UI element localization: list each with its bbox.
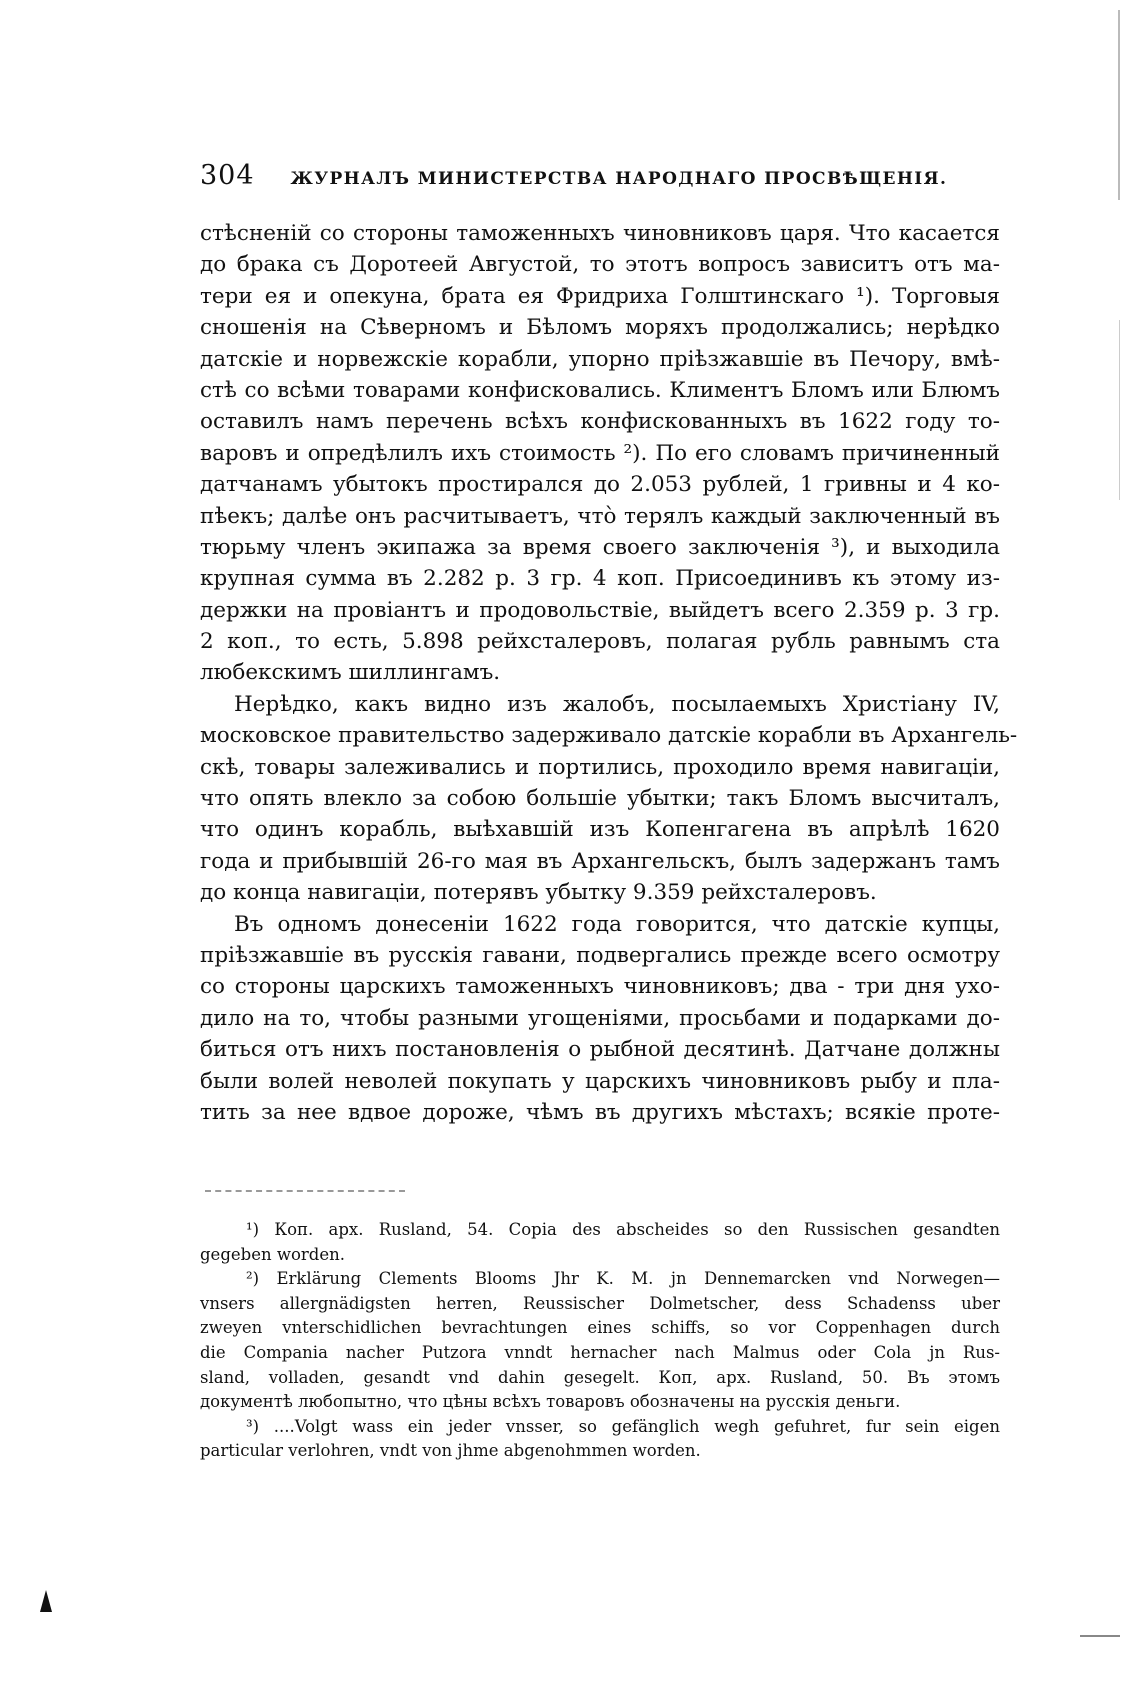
body-text	[200, 218, 1018, 1128]
body-line: пріѣзжавшіе въ русскія гавани, подвергались прежде всего осмотру	[200, 942, 1000, 968]
body-line: что опять влекло за собою большіе убытки; такъ Бломъ высчиталъ,	[200, 786, 1000, 812]
body-line: года и прибывшій 26-го мая въ Архангельскъ, былъ задержанъ тамъ	[200, 848, 1000, 874]
scan-edge-line	[1118, 10, 1120, 200]
footnotes	[200, 1218, 1000, 1464]
page-number: 304	[200, 160, 255, 191]
footnote-line: ³) ....Volgt wass ein jeder vnsser, so gefänglich wegh gefuhret, fur sein eigen	[246, 1416, 1000, 1436]
body-line: пѣекъ; далѣе онъ расчитываетъ, что̀ терялъ каждый заключенный въ	[200, 503, 1000, 529]
footnote-line: zweyen vnterschidlichen bevrachtungen eines schiffs, so vor Coppenhagen durch	[200, 1318, 1000, 1338]
body-line: скѣ, товары залеживались и портились, проходило время навигаціи,	[200, 754, 1000, 780]
running-head	[200, 160, 1000, 191]
body-line: до конца навигаціи, потерявъ убытку 9.359 рейхсталеровъ.	[200, 880, 877, 906]
body-line: тюрьму членъ экипажа за время своего заключенія ³), и выходила	[200, 534, 1000, 560]
body-line: стѣсненій со стороны таможенныхъ чиновниковъ царя. Что касается	[200, 221, 1000, 246]
body-line: варовъ и опредѣлилъ ихъ стоимость ²). По его словамъ причиненный	[200, 440, 1000, 466]
body-line: Въ одномъ донесеніи 1622 года говорится, что датскіе купцы,	[234, 911, 1000, 937]
body-line: сношенія на Сѣверномъ и Бѣломъ моряхъ продолжались; нерѣдко	[200, 315, 1000, 341]
footnote-line: die Compania nacher Putzora vnndt hernacher nach Malmus oder Cola jn Rus-	[200, 1342, 1000, 1362]
body-line: до брака съ Доротеей Августой, то этотъ вопросъ зависитъ отъ ма-	[200, 252, 1000, 278]
body-line: держки на провіантъ и продовольствіе, выйдетъ всего 2.359 р. 3 гр.	[200, 597, 1000, 623]
body-line: тить за нее вдвое дороже, чѣмъ въ другихъ мѣстахъ; всякіе проте-	[200, 1099, 1000, 1125]
body-line: дило на то, чтобы разными угощеніями, просьбами и подарками до-	[200, 1005, 1000, 1031]
footnote-line: particular verlohren, vndt von jhme abgenohmmen worden.	[200, 1441, 701, 1461]
body-line: тери ея и опекуна, брата ея Фридриха Голштинскаго ¹). Торговыя	[200, 283, 1000, 309]
body-line: датчанамъ убытокъ простирался до 2.053 рублей, 1 гривны и 4 ко-	[200, 472, 1000, 498]
scan-edge-dash	[1080, 1635, 1120, 1637]
body-line: 2 коп., то есть, 5.898 рейхсталеровъ, полагая рубль равнымъ ста	[200, 629, 1000, 655]
body-line: датскіе и норвежскіе корабли, упорно пріѣзжавшіе въ Печору, вмѣ-	[200, 346, 1000, 372]
body-line: оставилъ намъ перечень всѣхъ конфискованныхъ въ 1622 году то-	[200, 409, 1000, 435]
footnote-divider	[205, 1190, 405, 1192]
body-line: Нерѣдко, какъ видно изъ жалобъ, посылаемыхъ Христіану IV,	[234, 691, 1000, 717]
journal-title: ЖУРНАЛЪ МИНИСТЕРСТВА НАРОДНАГО ПРОСВѢЩЕНІЯ.	[290, 169, 948, 189]
body-line: любекскимъ шиллингамъ.	[200, 660, 501, 686]
body-line: крупная сумма въ 2.282 р. 3 гр. 4 коп. Присоединивъ къ этому из-	[200, 566, 1000, 592]
footnote-line: ²) Erklärung Clements Blooms Jhr K. M. jn Dennemarcken vnd Norwegen—	[246, 1269, 1000, 1289]
footnote-line: ¹) Коп. арх. Rusland, 54. Copia des abscheides so den Russischen gesandten	[246, 1220, 1000, 1239]
scan-corner-mark	[40, 1590, 52, 1612]
body-line: московское правительство задерживало датскіе корабли въ Архангель-	[200, 723, 1018, 749]
footnote-line: sland, volladen, gesandt vnd dahin gesegelt. Коп, арх. Rusland, 50. Въ этомъ	[200, 1367, 1000, 1387]
footnote-line: документѣ любопытно, что цѣны всѣхъ товаровъ обозначены на русскія деньги.	[200, 1392, 901, 1412]
body-line: со стороны царскихъ таможенныхъ чиновниковъ; два - три дня ухо-	[200, 974, 1000, 1000]
body-line: что одинъ корабль, выѣхавшій изъ Копенгагена въ апрѣлѣ 1620	[200, 817, 1000, 843]
footnote-line: gegeben worden.	[200, 1244, 345, 1264]
body-line: биться отъ нихъ постановленія о рыбной десятинѣ. Датчане должны	[200, 1037, 1000, 1063]
body-line: были волей неволей покупать у царскихъ чиновниковъ рыбу и пла-	[200, 1068, 1000, 1094]
body-line: стѣ со всѣми товарами конфисковались. Климентъ Бломъ или Блюмъ	[200, 377, 1000, 403]
scan-edge-line	[1119, 320, 1120, 500]
footnote-line: vnsers allergnädigsten herren, Reussischer Dolmetscher, dess Schadenss uber	[200, 1293, 1000, 1313]
